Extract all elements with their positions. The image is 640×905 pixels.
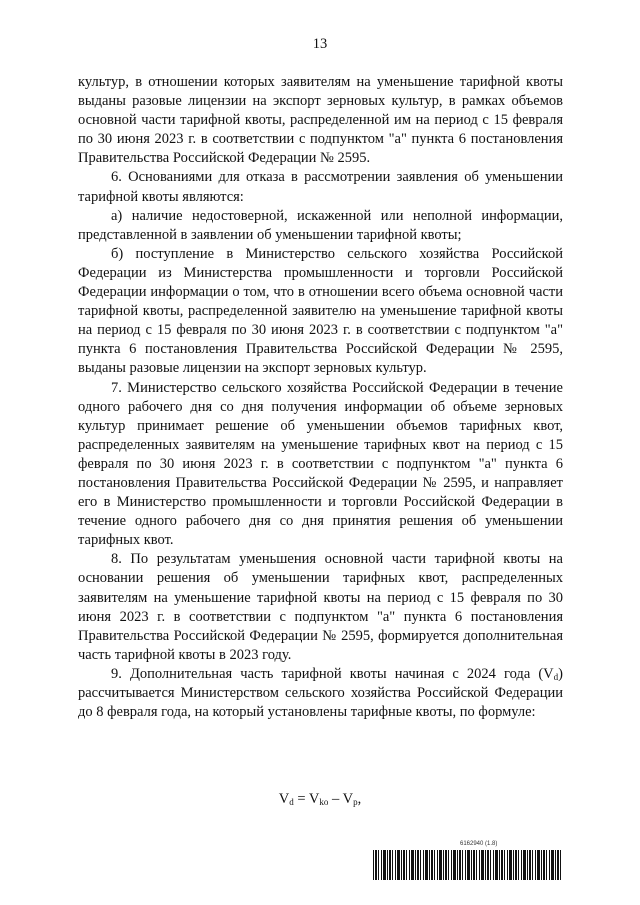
page-number: 13	[312, 36, 328, 52]
paragraph-6b: б) поступление в Министерство сельского хозяйства Российской Федерации из Министерства промышленности и торговли Российской Федерации информации о том, что в отношении всего объема основной части тарифной квоты, распределенной заявителю на уменьшение тарифной квоты на период с 15 февраля по 30 июня 2023 г. в соответствии с подпунктом "а" пункта 6 постановления Правительства Российской Федерации № 2595, выданы разовые лицензии на экспорт зерновых культур.	[78, 245, 563, 377]
formula-term-2-subscript: p	[353, 797, 358, 807]
formula-term-1: V	[308, 791, 320, 807]
paragraph-6a: а) наличие недостоверной, искаженной или неполной информации, представленной в заявлении об уменьшении тарифной квоты;	[78, 207, 563, 243]
formula-lhs: V	[278, 791, 290, 807]
document-body	[78, 73, 563, 722]
paragraph-7: 7. Министерство сельского хозяйства Российской Федерации в течение одного рабочего дня со дня получения информации об объеме зерновых культур принимает решение об уменьшении объемов тарифных квот, распределенных заявителям на уменьшение тарифных квот на период с 15 февраля по 30 июня 2023 г. в соответствии с подпунктом "а" пункта 6 постановления Правительства Российской Федерации № 2595, и направляет его в Министерство промышленности и торговли Российской Федерации в течение одного рабочего дня со дня принятия решения об уменьшении тарифных квот.	[78, 379, 563, 549]
paragraph-9-subscript: d	[553, 671, 559, 682]
formula-term-1-subscript: ko	[319, 797, 329, 807]
paragraph-5-continuation: культур, в отношении которых заявителям на уменьшение тарифной квоты выданы разовые лицензии на экспорт зерновых культур, в рамках объемов основной части тарифной квоты, распределенной им на период с 15 февраля по 30 июня 2023 г. в соответствии с подпунктом "а" пункта 6 постановления Правительства Российской Федерации № 2595.	[78, 74, 563, 167]
formula-term-2: V	[342, 791, 354, 807]
paragraph-8: 8. По результатам уменьшения основной части тарифной квоты на основании решения об уменьшении тарифных квот, распределенных заявителям на уменьшение тарифной квоты на период с 15 февраля по 30 июня 2023 г. в соответствии с подпунктом "а" пункта 6 постановления Правительства Российской Федерации № 2595, формируется дополнительная часть тарифной квоты в 2023 году.	[78, 551, 563, 663]
barcode	[373, 850, 563, 880]
paragraph-9	[78, 665, 563, 722]
formula-equals: =	[293, 791, 309, 807]
formula-comma: ,	[357, 791, 362, 807]
formula	[0, 791, 640, 808]
formula-lhs-subscript: d	[289, 797, 294, 807]
formula-minus: –	[328, 791, 343, 807]
paragraph-9-text-end: ) рассчитывается Министерством сельского хозяйства Российской Федерации до 8 февраля года, на который установлены тарифные квоты, по формуле:	[78, 665, 563, 721]
paragraph-9-text-start: 9. Дополнительная часть тарифной квоты начиная с 2024 года (V	[111, 665, 554, 682]
paragraph-6: 6. Основаниями для отказа в рассмотрении заявления об уменьшении тарифной квоты являются:	[78, 169, 563, 205]
document-code: 6162940 (1.8)	[460, 841, 498, 847]
